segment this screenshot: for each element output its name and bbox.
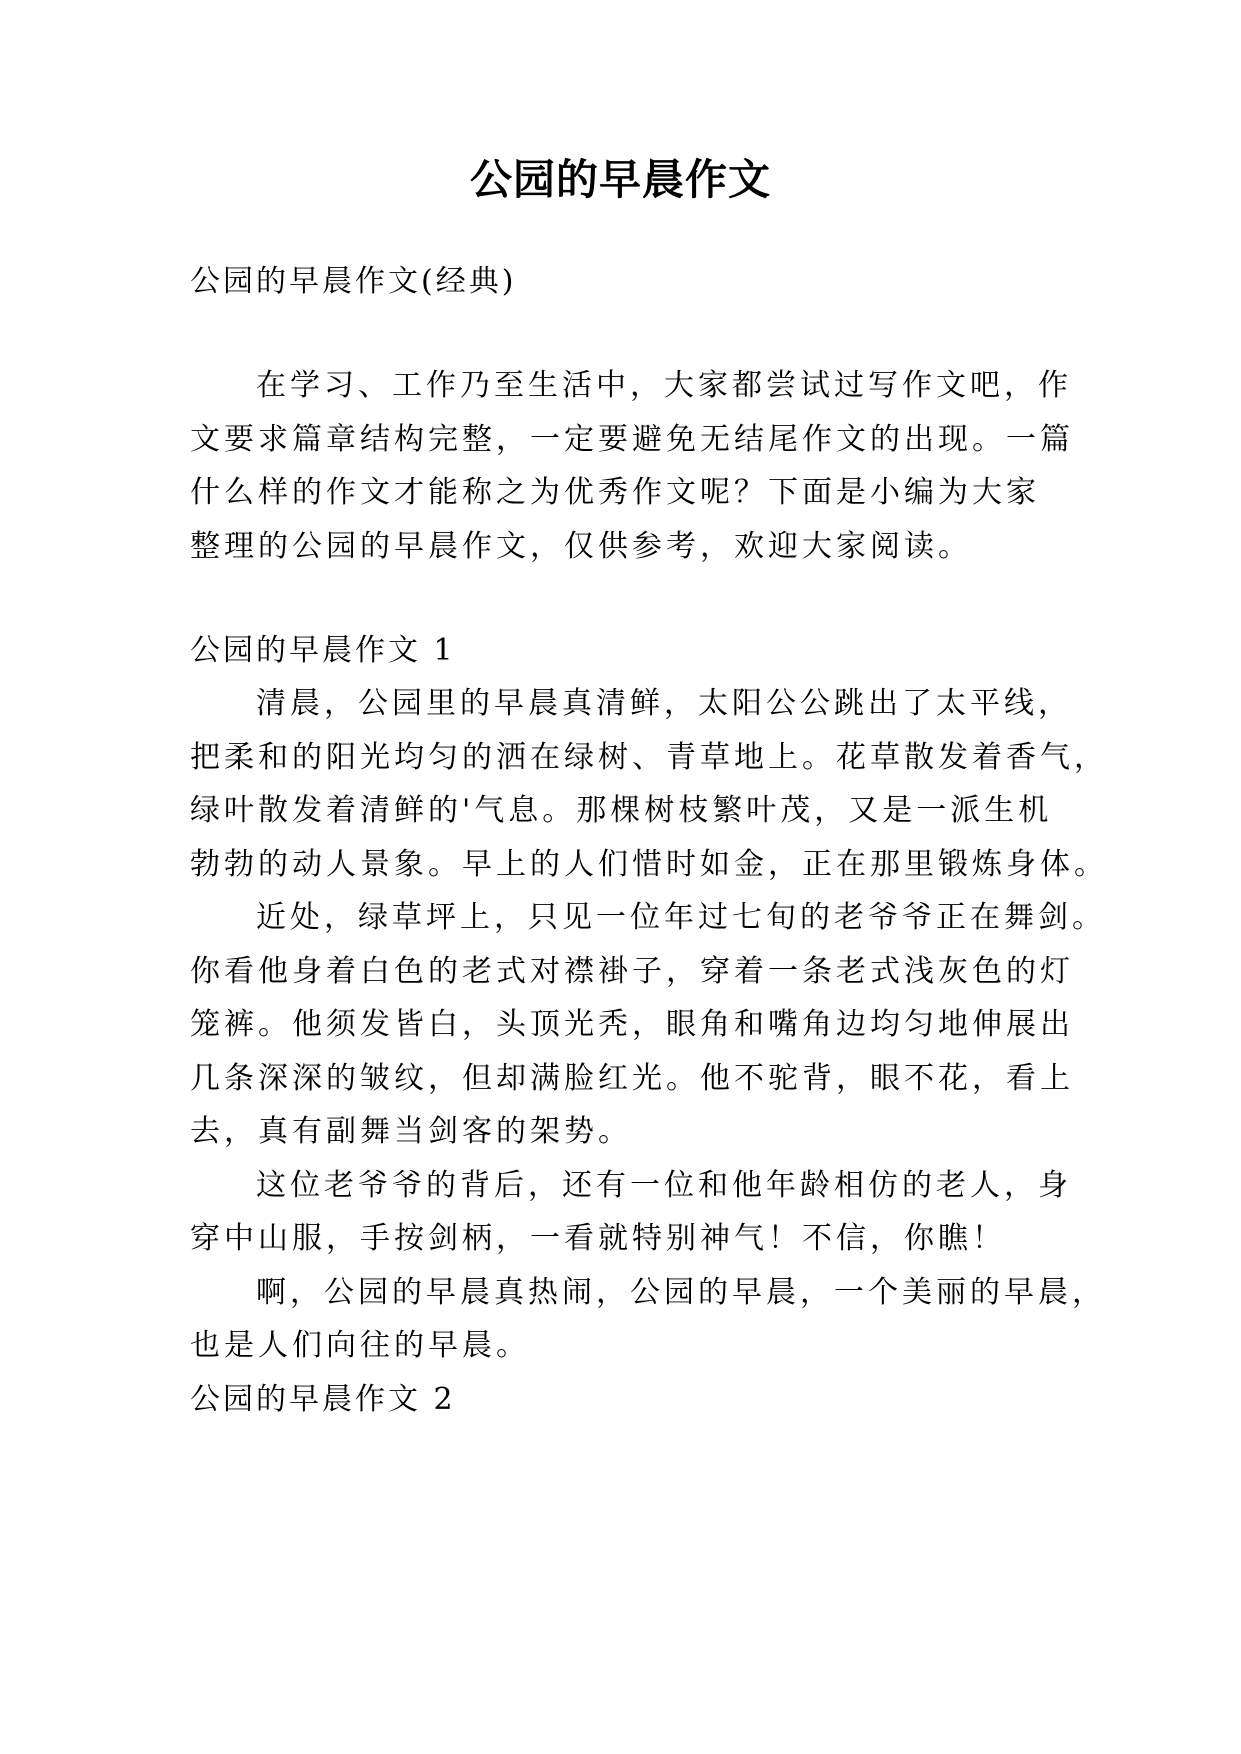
body-line: 这位老爷爷的背后，还有一位和他年龄相仿的老人，身 xyxy=(256,1168,1072,1203)
body-line: 啊，公园的早晨真热闹，公园的早晨，一个美丽的早晨， xyxy=(256,1275,1106,1310)
body-line: 穿中山服，手按剑柄，一看就特别神气！不信，你瞧！ xyxy=(190,1221,1006,1256)
body-line: 去，真有副舞当剑客的架势。 xyxy=(190,1114,632,1149)
intro-line: 在学习、工作乃至生活中，大家都尝试过写作文吧，作 xyxy=(256,368,1072,403)
body-line: 把柔和的阳光均匀的洒在绿树、青草地上。花草散发着香气， xyxy=(190,740,1108,775)
intro-line: 整理的公园的早晨作文，仅供参考，欢迎大家阅读。 xyxy=(190,529,972,564)
document-title: 公园的早晨作文 xyxy=(469,155,771,204)
section-heading-1: 公园的早晨作文 1 xyxy=(190,633,456,668)
body-line: 勃勃的动人景象。早上的人们惜时如金，正在那里锻炼身体。 xyxy=(190,847,1108,882)
intro-line: 文要求篇章结构完整，一定要避免无结尾作文的出现。一篇 xyxy=(190,422,1074,457)
body-line: 清晨，公园里的早晨真清鲜，太阳公公跳出了太平线， xyxy=(256,686,1072,721)
intro-line: 什么样的作文才能称之为优秀作文呢？下面是小编为大家 xyxy=(190,475,1040,510)
body-line: 近处，绿草坪上，只见一位年过七旬的老爷爷正在舞剑。 xyxy=(256,900,1106,935)
body-line: 笼裤。他须发皆白，头顶光秃，眼角和嘴角边均匀地伸展出 xyxy=(190,1007,1074,1042)
section-heading-2: 公园的早晨作文 2 xyxy=(190,1382,456,1417)
body-line: 几条深深的皱纹，但却满脸红光。他不驼背，眼不花，看上 xyxy=(190,1061,1074,1096)
document-subtitle: 公园的早晨作文(经典) xyxy=(190,264,517,299)
body-line: 你看他身着白色的老式对襟褂子，穿着一条老式浅灰色的灯 xyxy=(190,954,1074,989)
body-line: 也是人们向往的早晨。 xyxy=(190,1328,530,1363)
body-line: 绿叶散发着清鲜的'气息。那棵树枝繁叶茂，又是一派生机 xyxy=(190,793,1053,828)
